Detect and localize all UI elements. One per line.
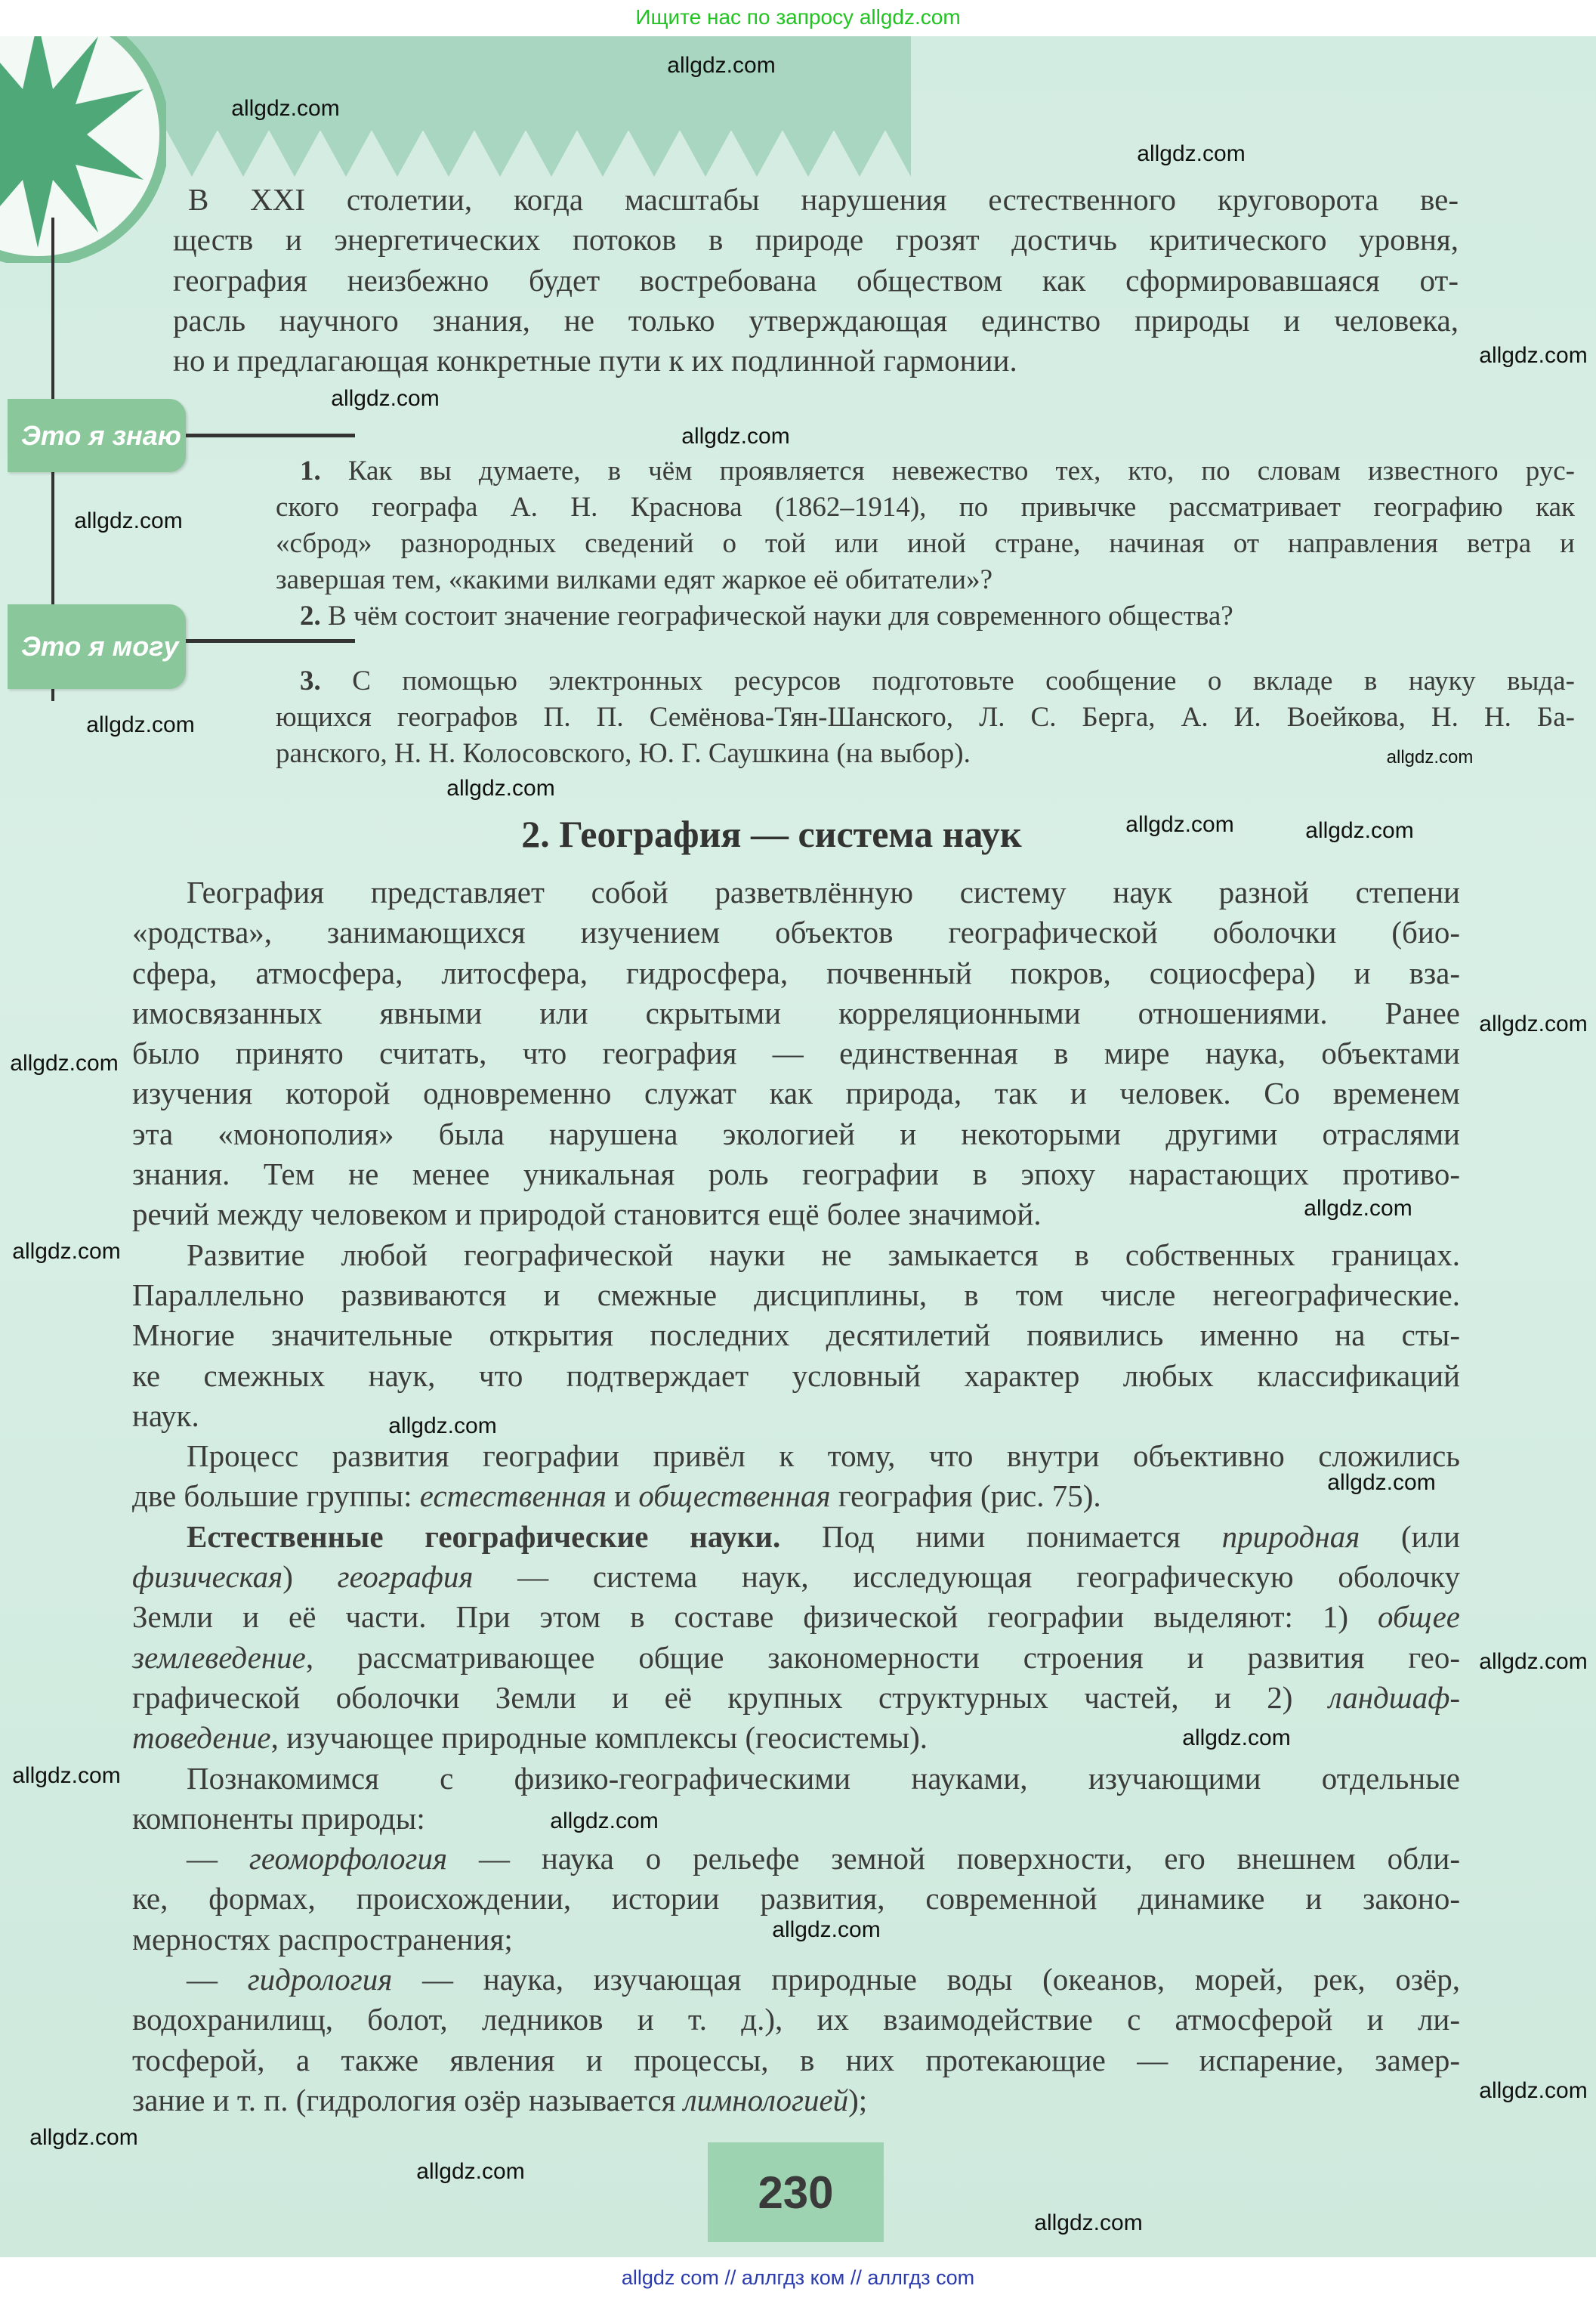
question-line — [276, 598, 1575, 635]
text-segment: 2. — [300, 601, 321, 632]
watermark: allgdz.com — [681, 424, 790, 449]
text-segment: ке смежных наук, что подтверждает условный характер любых классификаций — [132, 1357, 1460, 1393]
question-line — [276, 526, 1575, 562]
text-segment: ); — [848, 2082, 868, 2117]
text-segment: изучения которой одновременно служат как природа, так и человек. Со временем — [132, 1076, 1460, 1111]
text-segment: расль научного знания, не только утверждающая единство природы и человека, — [173, 302, 1459, 338]
watermark: allgdz.com — [1304, 1196, 1412, 1221]
text-segment: но и предлагающая конкретные пути к их подлинной гармонии. — [173, 343, 1017, 378]
text-line — [132, 1033, 1460, 1073]
text-segment: товедение — [132, 1720, 271, 1756]
text-line — [173, 220, 1459, 260]
text-line — [132, 1557, 1460, 1597]
text-line — [132, 1114, 1460, 1154]
text-segment: 1. — [300, 456, 321, 486]
text-segment: физическая — [132, 1559, 283, 1595]
watermark: allgdz.com — [446, 776, 555, 801]
tab-this-i-know — [8, 399, 186, 472]
watermark: allgdz.com — [74, 508, 183, 533]
text-line — [132, 1879, 1460, 1919]
text-line — [132, 1517, 1460, 1557]
text-line — [132, 2080, 1460, 2120]
text-segment: Земли и её части. При этом в составе физической географии выделяют: 1) — [132, 1599, 1378, 1635]
watermark: allgdz.com — [1305, 818, 1414, 843]
text-segment: эта «монополия» была нарушена экологией и некоторыми другими отраслями — [132, 1116, 1460, 1151]
text-segment: Развитие любой географической науки не замыкается в собственных границах. — [187, 1237, 1460, 1272]
text-segment: Как вы думаете, в чём проявляется невежество тех, кто, по словам известного рус- — [320, 456, 1575, 486]
top-banner — [0, 0, 1596, 36]
text-segment: зание и т. п. (гидрология озёр называется — [132, 2082, 684, 2117]
text-segment: (или — [1360, 1518, 1461, 1554]
text-segment: общее — [1378, 1599, 1460, 1635]
watermark: allgdz.com — [1479, 1649, 1588, 1674]
watermark: allgdz.com — [1034, 2210, 1143, 2235]
text-line — [132, 1073, 1460, 1113]
question-line — [276, 453, 1575, 490]
text-segment: естественная — [419, 1478, 607, 1514]
text-segment: знания. Тем не менее уникальная роль географии в эпоху нарастающих противо- — [132, 1157, 1460, 1192]
text-segment: — наука о рельефе земной поверхности, его внешнем обли- — [447, 1841, 1460, 1876]
text-line — [132, 1275, 1460, 1315]
text-segment: общественная — [638, 1478, 831, 1514]
watermark: allgdz.com — [12, 1239, 121, 1264]
text-segment: , рассматривающее общие закономерности строения и развития гео- — [305, 1639, 1460, 1675]
text-line — [132, 1315, 1460, 1355]
text-segment: «сброд» разнородных сведений о той или иной стране, начиная от направления ветра и — [276, 528, 1575, 559]
text-segment: землеведение — [132, 1639, 306, 1675]
text-line — [173, 301, 1459, 341]
watermark: allgdz.com — [416, 2159, 525, 2184]
text-segment: География представляет собой разветвлённую систему наук разной степени — [187, 875, 1460, 910]
text-segment: , изучающее природные комплексы (геосистемы). — [270, 1720, 928, 1756]
text-segment: Параллельно развиваются и смежные дисциплины, в том числе негеографические. — [132, 1277, 1460, 1312]
watermark: allgdz.com — [1479, 343, 1588, 368]
text-segment: география — [337, 1559, 474, 1595]
watermark: allgdz.com — [1479, 2078, 1588, 2103]
text-segment: — система наук, исследующая географическую оболочку — [473, 1559, 1461, 1595]
tab-label: Это я могу — [21, 631, 179, 662]
text-segment: речий между человеком и природой становится ещё более значимой. — [132, 1197, 1042, 1232]
text-segment: — наука, изучающая природные воды (океанов, морей, рек, озёр, — [392, 1962, 1460, 1997]
text-segment: имосвязанных явными или скрытыми корреляционными отношениями. Ранее — [132, 995, 1460, 1030]
text-segment: ранского, Н. Н. Колосовского, Ю. Г. Саушкина (на выбор). — [276, 738, 971, 769]
watermark: allgdz.com — [667, 53, 776, 78]
text-segment: завершая тем, «какими вилками едят жаркое её обитатели»? — [276, 564, 993, 595]
text-segment: ) — [282, 1559, 338, 1595]
text-line — [132, 873, 1460, 913]
text-line — [132, 1960, 1460, 2000]
text-segment: В XXI столетии, когда масштабы нарушения естественного круговорота ве- — [188, 182, 1459, 217]
watermark: allgdz.com — [388, 1413, 497, 1438]
text-line — [132, 1759, 1460, 1799]
text-segment: компоненты природы: — [132, 1800, 425, 1836]
text-line — [132, 2000, 1460, 2040]
text-line — [132, 913, 1460, 953]
text-segment: водохранилищ, болот, ледников и т. д.), их взаимодействие с атмосферой и ли- — [132, 2002, 1460, 2037]
watermark: allgdz.com — [331, 386, 440, 411]
text-segment: ществ и энергетических потоков в природе грозят достичь критического уровня, — [173, 222, 1459, 258]
question-line — [276, 663, 1575, 700]
text-segment: сфера, атмосфера, литосфера, гидросфера, почвенный покров, социосфера) и вза- — [132, 955, 1460, 990]
watermark: allgdz.com — [1137, 141, 1246, 166]
text-line — [132, 1839, 1460, 1879]
text-line — [132, 993, 1460, 1033]
watermark: allgdz.com — [1182, 1725, 1291, 1750]
text-segment: ского географа А. Н. Краснова (1862–1914), по привычке рассматривает географию как — [276, 492, 1575, 523]
tab-label: Это я знаю — [21, 419, 181, 451]
text-segment: — — [187, 1841, 249, 1876]
text-segment: Многие значительные открытия последних десятилетий появились именно на сты- — [132, 1317, 1460, 1353]
star-emblem-icon — [0, 36, 166, 263]
watermark: allgdz.com — [231, 96, 340, 121]
text-line — [132, 1154, 1460, 1194]
page-number: 230 — [708, 2142, 884, 2242]
text-segment: география неизбежно будет востребована обществом как сформировавшаяся от- — [173, 262, 1459, 298]
intro-paragraph — [173, 180, 1459, 381]
top-banner-text: Ищите нас по запросу allgdz.com — [635, 5, 961, 29]
question-line — [276, 736, 1575, 772]
text-segment: и — [606, 1478, 639, 1514]
question-line — [276, 562, 1575, 598]
text-segment: геоморфология — [249, 1841, 448, 1876]
text-segment: «родства», занимающихся изучением объектов географической оболочки (био- — [132, 915, 1460, 950]
watermark: allgdz.com — [1327, 1470, 1436, 1495]
watermark: allgdz.com — [29, 2125, 138, 2150]
text-segment: — — [187, 1962, 248, 1997]
text-line — [173, 261, 1459, 301]
watermark: allgdz.com — [1479, 1012, 1588, 1036]
text-segment: 3. — [300, 666, 321, 697]
text-line — [132, 1194, 1460, 1234]
bottom-banner — [0, 2257, 1596, 2298]
text-line — [132, 1476, 1460, 1516]
text-segment: география (рис. 75). — [830, 1478, 1101, 1514]
text-segment: мерностях распространения; — [132, 1921, 513, 1957]
text-line — [173, 341, 1459, 381]
watermark: allgdz.com — [1386, 747, 1474, 768]
text-segment: гидрология — [247, 1962, 393, 1997]
watermark: allgdz.com — [772, 1917, 881, 1942]
watermark: allgdz.com — [550, 1808, 659, 1833]
text-segment: графической оболочки Земли и её крупных структурных частей, и 2) — [132, 1679, 1329, 1715]
section-heading: 2. География — система наук — [521, 813, 1022, 855]
text-line — [132, 953, 1460, 993]
text-segment: Познакомимся с физико-географическими науками, изучающими отдельные — [187, 1760, 1460, 1796]
text-segment: было принято считать, что география — единственная в мире наука, объектами — [132, 1036, 1460, 1071]
text-line — [132, 1799, 1460, 1839]
watermark: allgdz.com — [86, 712, 195, 737]
watermark: allgdz.com — [1125, 812, 1234, 837]
text-line — [173, 180, 1459, 220]
text-segment: Процесс развития географии привёл к тому, что внутри объективно сложились — [187, 1438, 1460, 1474]
text-segment: Под ними понимается — [780, 1518, 1222, 1554]
text-segment: ющихся географов П. П. Семёнова-Тян-Шанского, Л. С. Берга, А. И. Воейкова, Н. Н. Ба- — [276, 702, 1575, 733]
text-segment: природная — [1221, 1518, 1360, 1554]
text-line — [132, 1678, 1460, 1718]
text-segment: ландшаф- — [1328, 1679, 1460, 1715]
text-segment: наук. — [132, 1398, 199, 1433]
text-segment: ке, формах, происхождении, истории развития, современной динамике и законо- — [132, 1881, 1460, 1917]
questions-list — [276, 453, 1575, 772]
watermark: allgdz.com — [10, 1051, 119, 1076]
text-line — [132, 1356, 1460, 1396]
text-line — [132, 1638, 1460, 1678]
text-line — [132, 1436, 1460, 1476]
text-line — [132, 1597, 1460, 1637]
question-line — [276, 490, 1575, 526]
divider — [186, 434, 355, 437]
text-segment: Естественные географические науки. — [187, 1518, 781, 1554]
text-segment: С помощью электронных ресурсов подготовьте сообщение о вкладе в науку выда- — [320, 666, 1575, 697]
text-line — [132, 1235, 1460, 1275]
watermark: allgdz.com — [12, 1763, 121, 1788]
text-segment: тосферой, а также явления и процессы, в них протекающие — испарение, замер- — [132, 2042, 1460, 2077]
text-line — [132, 1396, 1460, 1436]
text-segment: две большие группы: — [132, 1478, 420, 1514]
tab-this-i-can — [8, 604, 186, 689]
text-segment: лимнологией — [683, 2082, 849, 2117]
text-line — [132, 2040, 1460, 2080]
bottom-banner-text: allgdz com // аллгдз ком // аллгдз com — [621, 2266, 975, 2289]
question-line — [276, 700, 1575, 736]
text-segment: В чём состоит значение географической науки для современного общества? — [320, 601, 1233, 632]
